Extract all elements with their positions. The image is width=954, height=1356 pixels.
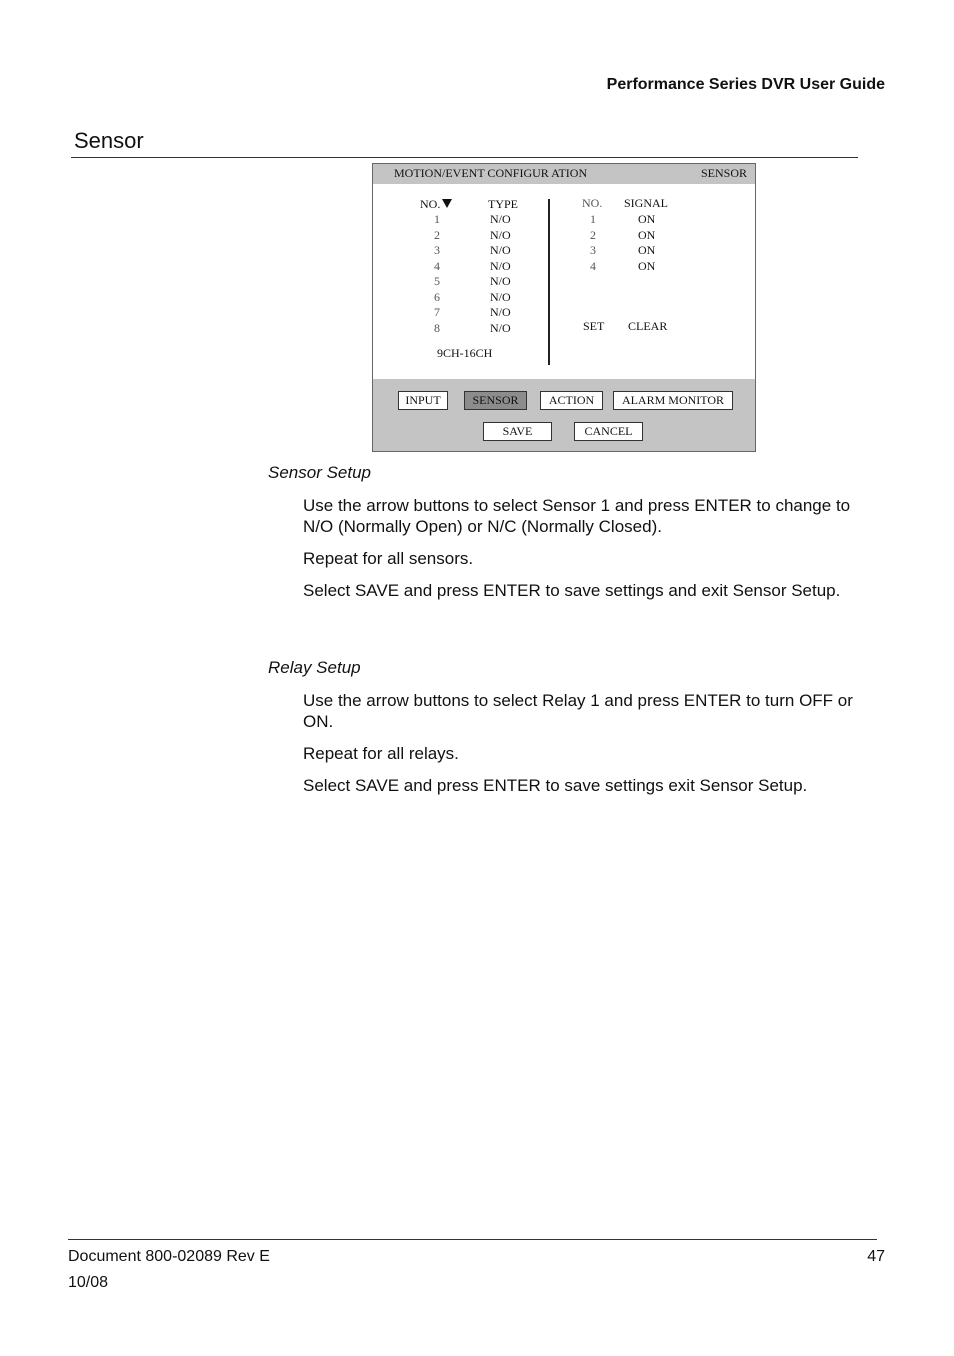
relay-setup-heading: Relay Setup <box>268 658 361 677</box>
sensor-number: 4 <box>434 258 440 273</box>
relay-number: 1 <box>590 212 596 226</box>
motion-event-config-screenshot <box>372 163 756 452</box>
relay-number: 2 <box>590 227 596 242</box>
screen-mode: SENSOR <box>700 166 747 180</box>
relay-step-1: Use the arrow buttons to select Relay 1 and press ENTER to turn OFF or ON. <box>303 691 853 731</box>
relay-number: 4 <box>590 258 596 273</box>
relay-no-header: NO. <box>582 196 603 210</box>
triangle-down-icon <box>442 199 452 208</box>
screen-title-bar <box>373 164 755 184</box>
sensor-step-1: Use the arrow buttons to select Sensor 1 and press ENTER to change to N/O (Normally Open) or N/C (Normally Closed). <box>303 496 851 536</box>
sensor-type[interactable]: N/O <box>490 243 511 257</box>
sensor-step-3: Select SAVE and press ENTER to save settings and exit Sensor Setup. <box>303 581 841 600</box>
section-title: Sensor <box>74 128 144 153</box>
sensor-type[interactable]: N/O <box>490 258 511 273</box>
screen-title: MOTION/EVENT CONFIGUR ATION <box>394 166 588 180</box>
running-header: Performance Series DVR User Guide <box>606 76 885 93</box>
clear-button[interactable]: CLEAR <box>628 319 668 333</box>
relay-signal[interactable]: ON <box>638 243 656 257</box>
save-button[interactable]: SAVE <box>483 422 552 441</box>
range-label[interactable]: 9CH-16CH <box>437 346 493 360</box>
tab-sensor[interactable]: SENSOR <box>464 391 527 410</box>
sensor-type[interactable]: N/O <box>490 305 511 319</box>
screen-button-bar <box>373 379 755 451</box>
cancel-button[interactable]: CANCEL <box>574 422 643 441</box>
relay-step-2: Repeat for all relays. <box>303 744 459 763</box>
relay-signal-header: SIGNAL <box>624 196 668 210</box>
relay-signal[interactable]: ON <box>638 227 656 242</box>
sensor-type[interactable]: N/O <box>490 320 511 335</box>
relay-number: 3 <box>590 243 596 257</box>
footer-date: 10/08 <box>68 1274 109 1291</box>
sensor-type[interactable]: N/O <box>490 289 511 304</box>
sensor-setup-heading: Sensor Setup <box>268 463 372 482</box>
sensor-type[interactable]: N/O <box>490 212 511 226</box>
relay-signal[interactable]: ON <box>638 258 656 273</box>
sensor-number: 1 <box>434 212 440 226</box>
tab-input[interactable]: INPUT <box>398 391 448 410</box>
sensor-number: 8 <box>434 320 440 335</box>
sensor-number: 5 <box>434 274 440 288</box>
sensor-type-header: TYPE <box>488 197 518 211</box>
sensor-number: 6 <box>434 289 440 304</box>
footer-document: Document 800-02089 Rev E <box>68 1248 270 1265</box>
set-button[interactable]: SET <box>583 319 605 333</box>
tab-alarm-monitor[interactable]: ALARM MONITOR <box>613 391 733 410</box>
sensor-type[interactable]: N/O <box>490 227 511 242</box>
page-number: 47 <box>867 1248 885 1265</box>
sensor-step-2: Repeat for all sensors. <box>303 549 474 568</box>
footer-rule <box>68 1239 877 1240</box>
sensor-number: 2 <box>434 227 440 242</box>
sensor-number: 7 <box>434 305 440 319</box>
tab-action[interactable]: ACTION <box>540 391 603 410</box>
relay-step-3: Select SAVE and press ENTER to save settings exit Sensor Setup. <box>303 776 808 795</box>
column-divider <box>548 199 550 365</box>
sensor-type[interactable]: N/O <box>490 274 511 288</box>
section-rule <box>71 157 858 158</box>
relay-signal[interactable]: ON <box>638 212 656 226</box>
sensor-no-header: NO. <box>420 197 452 212</box>
sensor-number: 3 <box>434 243 440 257</box>
